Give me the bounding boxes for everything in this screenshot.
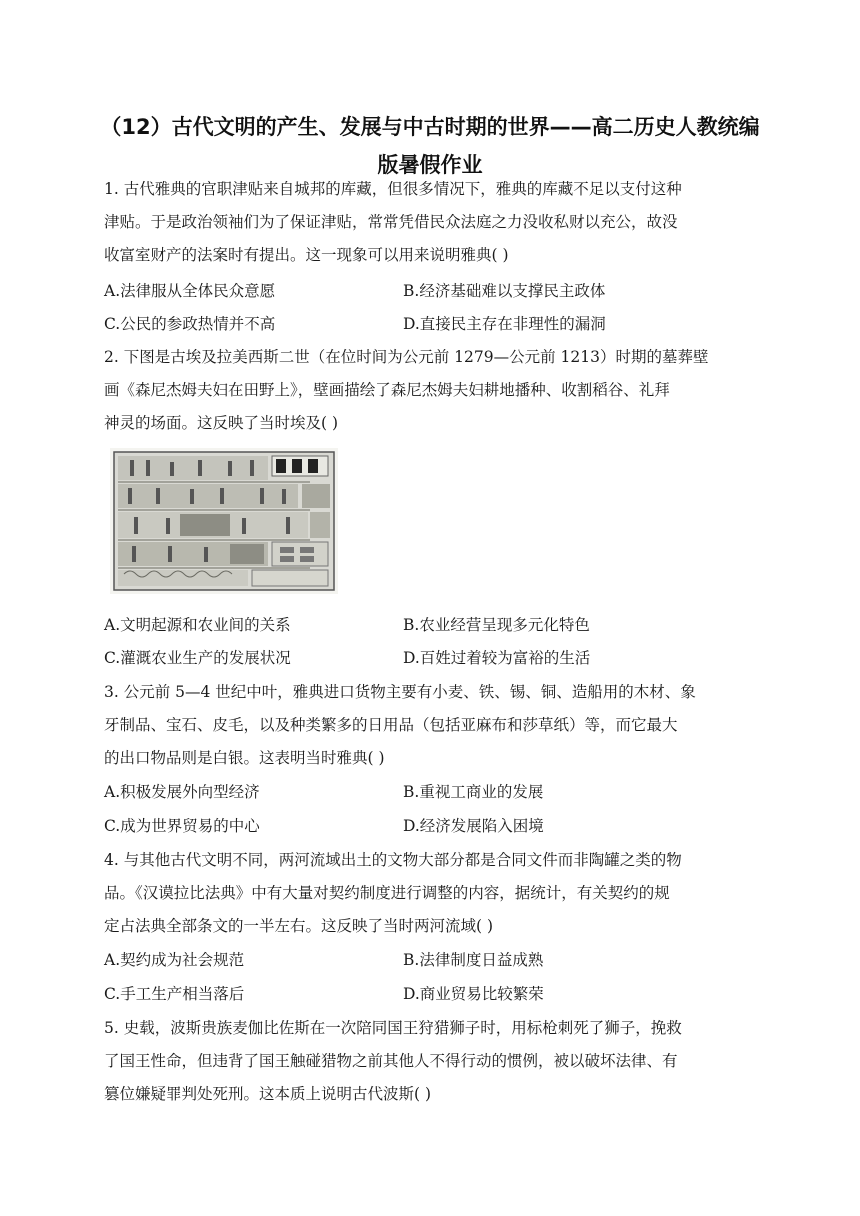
option-b: B.法律制度日益成熟	[403, 951, 544, 969]
question-text-line: 4. 与其他古代文明不同，两河流域出土的文物大部分都是合同文件而非陶罐之类的物	[104, 851, 682, 869]
question-text-line: 定占法典全部条文的一半左右。这反映了当时两河流域( )	[104, 917, 494, 935]
option-d: D.商业贸易比较繁荣	[403, 985, 544, 1003]
question-text-line: 的出口物品则是白银。这表明当时雅典( )	[104, 749, 385, 767]
question-text-line: 收富室财产的法案时有提出。这一现象可以用来说明雅典( )	[104, 246, 509, 264]
option-c: C.公民的参政热情并不高	[104, 315, 276, 333]
question-text-line: 2. 下图是古埃及拉美西斯二世（在位时间为公元前 1279—公元前 1213）时期的墓葬壁	[104, 348, 709, 366]
question-text-line: 了国王性命，但违背了国王触碰猎物之前其他人不得行动的惯例，被以破坏法律、有	[104, 1052, 678, 1070]
option-a: A.积极发展外向型经济	[104, 783, 260, 801]
option-d: D.百姓过着较为富裕的生活	[403, 649, 591, 667]
option-b: B.重视工商业的发展	[403, 783, 544, 801]
question-text-line: 3. 公元前 5—4 世纪中叶，雅典进口货物主要有小麦、铁、锡、铜、造船用的木材、象	[104, 683, 696, 701]
question-text-line: 5. 史载，波斯贵族麦伽比佐斯在一次陪同国王狩猎狮子时，用标枪刺死了狮子，挽救	[104, 1019, 682, 1037]
option-c: C.手工生产相当落后	[104, 985, 245, 1003]
option-b: B.农业经营呈现多元化特色	[403, 616, 590, 634]
mural-image	[110, 448, 338, 594]
question-text-line: 津贴。于是政治领袖们为了保证津贴，常常凭借民众法庭之力没收私财以充公，故没	[104, 213, 678, 231]
question-text-line: 画《森尼杰姆夫妇在田野上》，壁画描绘了森尼杰姆夫妇耕地播种、收割稻谷、礼拜	[104, 381, 670, 399]
option-a: A.文明起源和农业间的关系	[104, 616, 291, 634]
option-a: A.契约成为社会规范	[104, 951, 245, 969]
question-text-line: 1. 古代雅典的官职津贴来自城邦的库藏，但很多情况下，雅典的库藏不足以支付这种	[104, 180, 682, 198]
option-d: D.经济发展陷入困境	[403, 817, 544, 835]
option-d: D.直接民主存在非理性的漏洞	[403, 315, 606, 333]
question-text-line: 牙制品、宝石、皮毛，以及种类繁多的日用品（包括亚麻布和莎草纸）等，而它最大	[104, 716, 678, 734]
question-text-line: 品。《汉谟拉比法典》中有大量对契约制度进行调整的内容，据统计，有关契约的规	[104, 884, 670, 902]
option-b: B.经济基础难以支撑民主政体	[403, 282, 606, 300]
option-c: C.灌溉农业生产的发展状况	[104, 649, 291, 667]
question-text-line: 神灵的场面。这反映了当时埃及( )	[104, 414, 339, 432]
question-text-line: 篡位嫌疑罪判处死刑。这本质上说明古代波斯( )	[104, 1085, 432, 1103]
option-a: A.法律服从全体民众意愿	[104, 282, 276, 300]
page-title: （12）古代文明的产生、发展与中古时期的世界——高二历史人教统编版暑假作业	[100, 115, 760, 177]
option-c: C.成为世界贸易的中心	[104, 817, 260, 835]
